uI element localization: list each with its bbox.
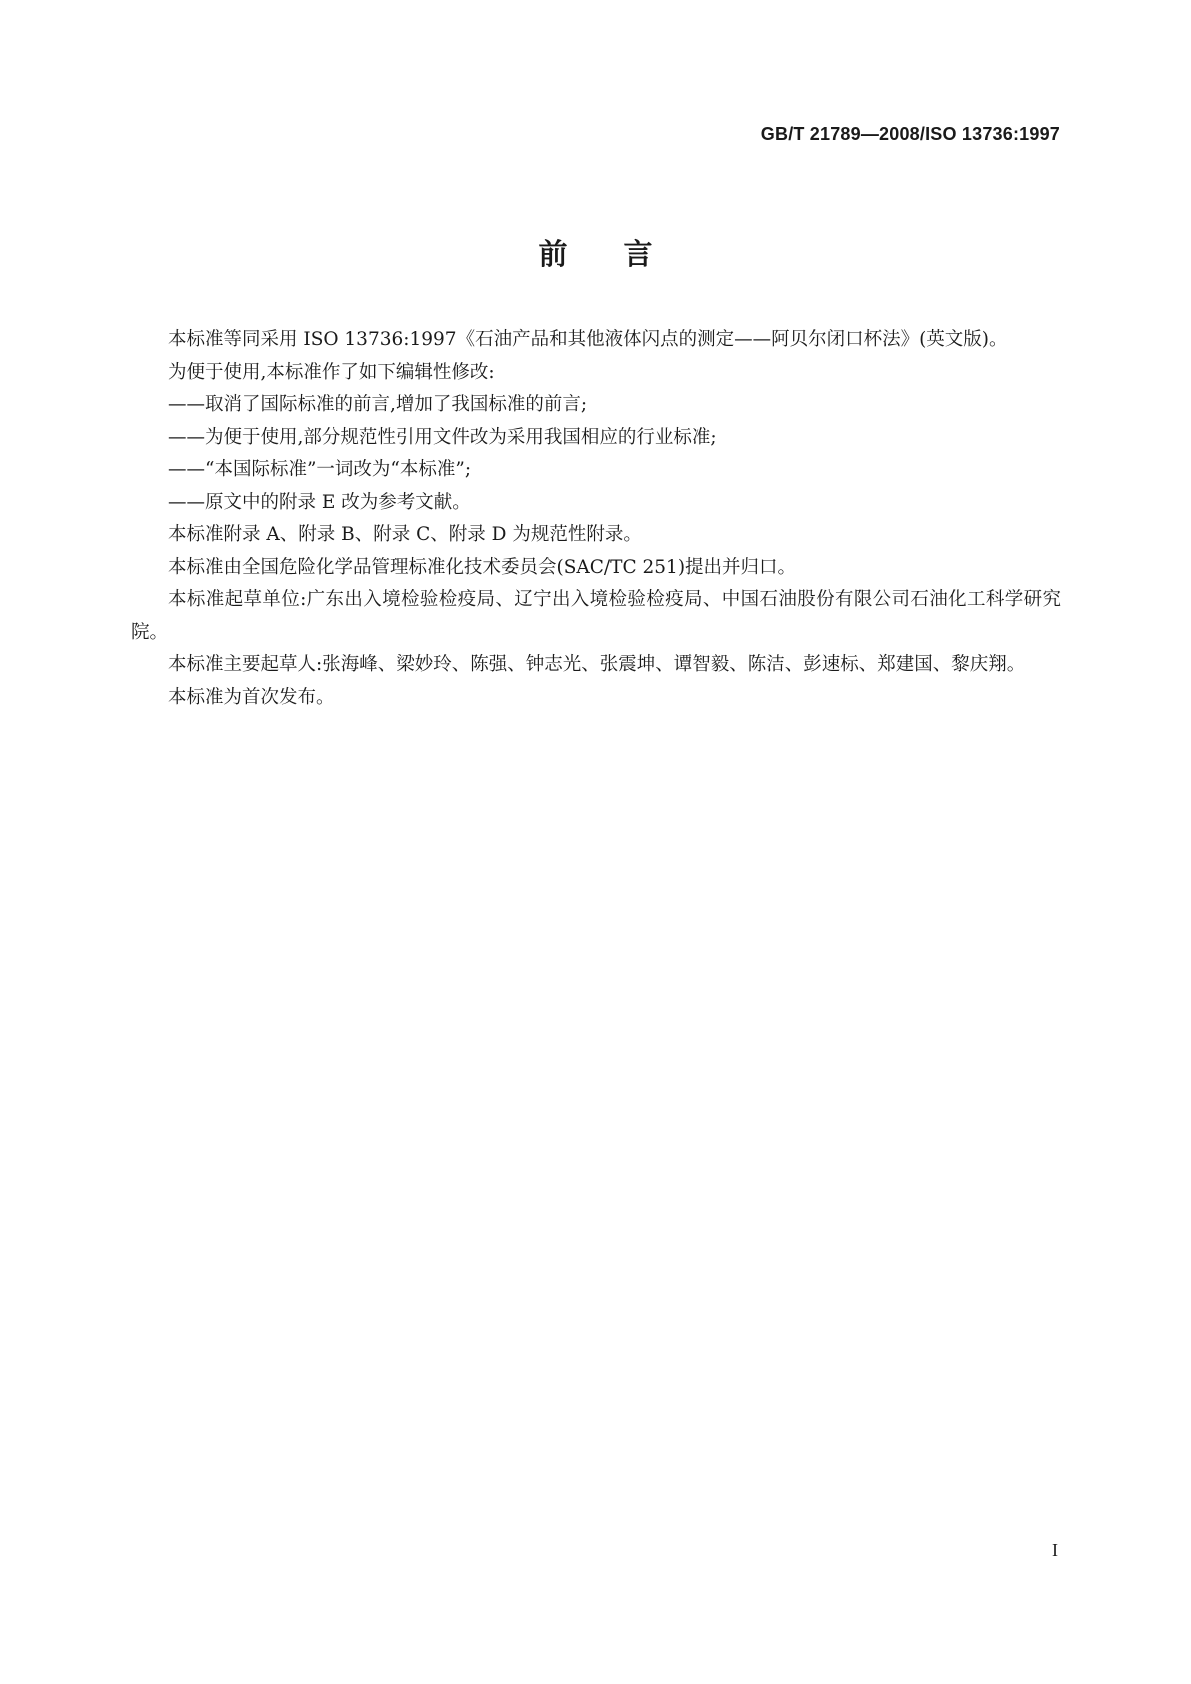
paragraph-drafters: 本标准主要起草人:张海峰、梁妙玲、陈强、钟志光、张震坤、谭智毅、陈洁、彭速标、郑建国、黎庆翔。 <box>168 654 1026 675</box>
paragraph-annexes: 本标准附录 A、附录 B、附录 C、附录 D 为规范性附录。 <box>168 524 642 545</box>
page-number: I <box>1052 1540 1058 1560</box>
paragraph-adoption: 本标准等同采用 ISO 13736:1997《石油产品和其他液体闪点的测定——阿贝尔闭口杯法》(英文版)。 <box>168 329 1008 350</box>
page-title: 前言 <box>538 237 709 271</box>
foreword-body <box>131 324 1061 714</box>
paragraph-change-1: ——取消了国际标准的前言,增加了我国标准的前言; <box>168 394 588 415</box>
paragraph-change-3: ——“本国际标准”一词改为“本标准”; <box>168 459 472 480</box>
standard-code: GB/T 21789—2008/ISO 13736:1997 <box>760 124 1060 144</box>
paragraph-first-release: 本标准为首次发布。 <box>168 686 335 708</box>
paragraph-proposer: 本标准由全国危险化学品管理标准化技术委员会(SAC/TC 251)提出并归口。 <box>168 556 797 578</box>
paragraph-change-4: ——原文中的附录 E 改为参考文献。 <box>168 491 471 513</box>
paragraph-change-2: ——为便于使用,部分规范性引用文件改为采用我国相应的行业标准; <box>168 426 717 448</box>
paragraph-editorial-intro: 为便于使用,本标准作了如下编辑性修改: <box>168 361 495 383</box>
paragraph-drafting-units: 本标准起草单位:广东出入境检验检疫局、辽宁出入境检验检疫局、中国石油股份有限公司石油化工科学研究院。 <box>131 589 1061 643</box>
